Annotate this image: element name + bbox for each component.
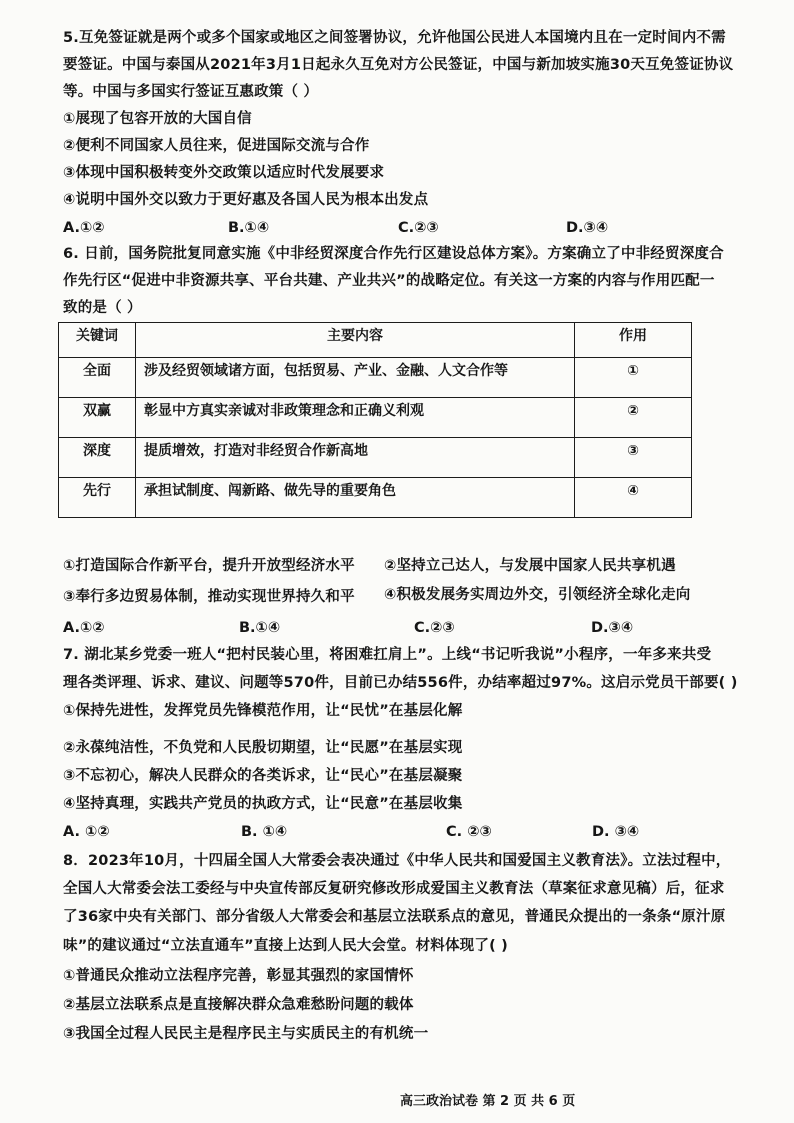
table-cell-keyword: 双赢 <box>59 398 136 438</box>
q7-option-c: C. ②③ <box>446 824 492 840</box>
q5-option-b: B.①④ <box>228 220 270 236</box>
q5-stem-line-2: 要签证。中国与泰国从2021年3月1日起永久互免对方公民签证，中国与新加坡实施30天互免签证协议 <box>63 57 734 73</box>
q5-statement-3: ③体现中国积极转变外交政策以适应时代发展要求 <box>63 165 385 181</box>
table-row <box>59 478 692 518</box>
q6-option-c: C.②③ <box>414 620 455 636</box>
q6-stem-line-3: 致的是（ ） <box>63 300 142 316</box>
q7-statement-3: ③不忘初心，解决人民群众的各类诉求，让“民心”在基层凝聚 <box>63 768 463 784</box>
table-cell-role: ④ <box>575 478 692 518</box>
table-cell-role: ② <box>575 398 692 438</box>
q8-stem-line-2: 全国人大常委会法工委经与中央宣传部反复研究修改形成爱国主义教育法（草案征求意见稿）后，征求 <box>63 881 725 897</box>
q7-statement-4: ④坚持真理，实践共产党员的执政方式，让“民意”在基层收集 <box>63 796 463 812</box>
keyword-table <box>58 322 692 518</box>
q6-option-b: B.①④ <box>239 620 281 636</box>
q5-stem-line-3: 等。中国与多国实行签证互惠政策（ ） <box>63 84 319 100</box>
q6-stem-line-2: 作先行区“促进中非资源共享、平台共建、产业共兴”的战略定位。有关这一方案的内容与作用匹配一 <box>63 273 715 289</box>
q6-statement-3: ③奉行多边贸易体制，推动实现世界持久和平 <box>63 589 355 605</box>
table-header-role: 作用 <box>575 323 692 358</box>
q5-option-d: D.③④ <box>566 220 609 236</box>
q7-statement-2: ②永葆纯洁性，不负党和人民殷切期望，让“民愿”在基层实现 <box>63 740 463 756</box>
q6-option-d: D.③④ <box>591 620 634 636</box>
q7-option-a: A. ①② <box>63 824 110 840</box>
q6-statement-4: ④积极发展务实周边外交，引领经济全球化走向 <box>384 587 691 603</box>
q6-statement-2: ②坚持立己达人，与发展中国家人民共享机遇 <box>384 558 676 574</box>
table-cell-content: 涉及经贸领域诸方面，包括贸易、产业、金融、人文合作等 <box>136 358 575 398</box>
table-header-keyword: 关键词 <box>59 323 136 358</box>
q7-option-b: B. ①④ <box>241 824 288 840</box>
table-cell-role: ③ <box>575 438 692 478</box>
q7-stem-line-2: 理各类评理、诉求、建议、问题等570件，目前已办结556件，办结率超过97%。这启示党员干部要( ) <box>63 675 738 691</box>
q5-statement-2: ②便利不同国家人员往来，促进国际交流与合作 <box>63 138 370 154</box>
q5-statement-1: ①展现了包容开放的大国自信 <box>63 111 252 127</box>
page-footer: 高三政治试卷 第 2 页 共 6 页 <box>400 1094 576 1109</box>
q8-statement-1: ①普通民众推动立法程序完善，彰显其强烈的家国情怀 <box>63 968 414 984</box>
q5-stem-line-1: 5.互免签证就是两个或多个国家或地区之间签署协议，允许他国公民进人本国境内且在一定时间内不需 <box>63 30 726 46</box>
table-row <box>59 398 692 438</box>
q8-stem-line-3: 了36家中央有关部门、部分省级人大常委会和基层立法联系点的意见，普通民众提出的一条条“原汁原 <box>63 909 726 925</box>
table-cell-content: 提质增效，打造对非经贸合作新高地 <box>136 438 575 478</box>
q6-option-a: A.①② <box>63 620 105 636</box>
q7-statement-1: ①保持先进性，发挥党员先锋模范作用，让“民忧”在基层化解 <box>63 703 463 719</box>
table-cell-keyword: 全面 <box>59 358 136 398</box>
q6-stem-line-1: 6. 日前，国务院批复同意实施《中非经贸深度合作先行区建设总体方案》。方案确立了中非经贸深度合 <box>63 246 724 262</box>
q7-stem-line-1: 7. 湖北某乡党委一班人“把村民装心里，将困难扛肩上”。上线“书记听我说”小程序，一年多来共受 <box>63 647 712 663</box>
q8-statement-3: ③我国全过程人民民主是程序民主与实质民主的有机统一 <box>63 1026 429 1042</box>
q6-statement-1: ①打造国际合作新平台，提升开放型经济水平 <box>63 558 355 574</box>
q5-statement-4: ④说明中国外交以致力于更好惠及各国人民为根本出发点 <box>63 192 429 208</box>
q7-option-d: D. ③④ <box>592 824 640 840</box>
table-cell-content: 彰显中方真实亲诚对非政策理念和正确义利观 <box>136 398 575 438</box>
table-row <box>59 438 692 478</box>
table-cell-role: ① <box>575 358 692 398</box>
table-header-row <box>59 323 692 358</box>
q5-option-c: C.②③ <box>398 220 439 236</box>
q5-option-a: A.①② <box>63 220 105 236</box>
table-row <box>59 358 692 398</box>
q8-statement-2: ②基层立法联系点是直接解决群众急难愁盼问题的载体 <box>63 997 414 1013</box>
table-cell-keyword: 深度 <box>59 438 136 478</box>
q8-stem-line-4: 味”的建议通过“立法直通车”直接上达到人民大会堂。材料体现了( ) <box>63 938 508 954</box>
table-cell-keyword: 先行 <box>59 478 136 518</box>
table-header-content: 主要内容 <box>136 323 575 358</box>
q8-stem-line-1: 8．2023年10月，十四届全国人大常委会表决通过《中华人民共和国爱国主义教育法》。立法过程中， <box>63 853 731 869</box>
table-cell-content: 承担试制度、闯新路、做先导的重要角色 <box>136 478 575 518</box>
